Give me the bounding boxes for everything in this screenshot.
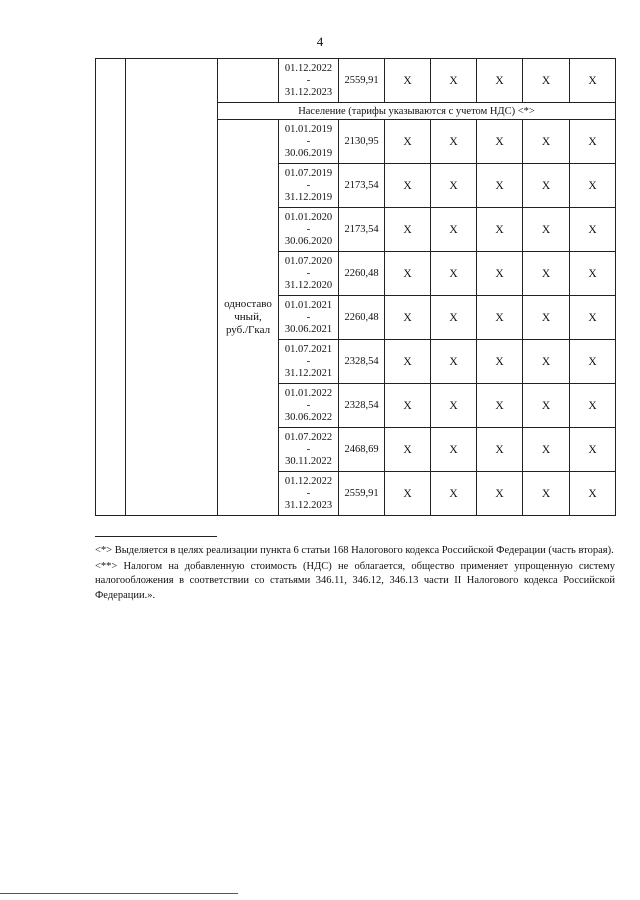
- tariff-value-cell: 2559,91: [339, 472, 385, 516]
- period-end: 30.06.2019: [284, 147, 333, 159]
- tariff-value-cell: 2328,54: [339, 340, 385, 384]
- section-title: Население (тарифы указываются с учетом НДС) <*>: [218, 103, 616, 120]
- x-mark-cell: X: [431, 208, 477, 252]
- x-mark-cell: X: [477, 59, 523, 103]
- tariff-value-cell: 2328,54: [339, 384, 385, 428]
- x-mark-cell: X: [385, 296, 431, 340]
- period-end: 31.12.2021: [284, 367, 333, 379]
- footnote-vat-note: <*> Выделяется в целях реализации пункта 6 статьи 168 Налогового кодекса Российской Федерации (часть вторая).: [95, 545, 614, 556]
- period-start: 01.12.2022: [284, 62, 333, 74]
- period-dash: -: [306, 487, 311, 499]
- period-dash: -: [306, 355, 311, 367]
- x-mark-cell: X: [570, 340, 616, 384]
- x-mark-cell: X: [431, 472, 477, 516]
- period-end: 30.06.2020: [284, 235, 333, 247]
- x-mark-cell: X: [431, 59, 477, 103]
- period-cell: [279, 208, 339, 252]
- tariff-value-cell: 2173,54: [339, 208, 385, 252]
- x-mark-cell: X: [385, 472, 431, 516]
- period-dash: -: [306, 443, 311, 455]
- x-mark-cell: X: [477, 296, 523, 340]
- x-mark-cell: X: [431, 384, 477, 428]
- tariff-value-cell: 2468,69: [339, 428, 385, 472]
- x-mark-cell: X: [385, 340, 431, 384]
- unit-column-cell-top: [218, 59, 279, 103]
- x-mark-cell: X: [570, 208, 616, 252]
- period-cell: [279, 59, 339, 103]
- x-mark-cell: X: [523, 208, 570, 252]
- x-mark-cell: X: [385, 120, 431, 164]
- period-start: 01.07.2022: [284, 431, 333, 443]
- unit-line: чный,: [234, 311, 262, 323]
- period-end: 30.06.2022: [284, 411, 333, 423]
- x-mark-cell: X: [431, 296, 477, 340]
- period-end: 31.12.2020: [284, 279, 333, 291]
- x-mark-cell: X: [477, 472, 523, 516]
- period-end: 30.11.2022: [285, 455, 332, 467]
- x-mark-cell: X: [523, 120, 570, 164]
- tariff-value-cell: 2173,54: [339, 164, 385, 208]
- x-mark-cell: X: [431, 428, 477, 472]
- number-column-cell: [96, 59, 126, 516]
- x-mark-cell: X: [477, 208, 523, 252]
- x-mark-cell: X: [477, 428, 523, 472]
- period-start: 01.07.2020: [284, 255, 333, 267]
- organization-column-cell: [126, 59, 218, 516]
- tariff-table: [95, 58, 616, 516]
- x-mark-cell: X: [570, 120, 616, 164]
- x-mark-cell: X: [385, 384, 431, 428]
- period-cell: [279, 120, 339, 164]
- x-mark-cell: X: [385, 428, 431, 472]
- period-start: 01.01.2020: [284, 211, 333, 223]
- x-mark-cell: X: [570, 164, 616, 208]
- footnote-separator: [95, 536, 217, 537]
- period-start: 01.07.2021: [284, 343, 333, 355]
- x-mark-cell: X: [477, 340, 523, 384]
- x-mark-cell: X: [523, 472, 570, 516]
- period-cell: [279, 340, 339, 384]
- x-mark-cell: X: [523, 340, 570, 384]
- tariff-value-cell: 2260,48: [339, 252, 385, 296]
- period-start: 01.12.2022: [284, 475, 333, 487]
- x-mark-cell: X: [523, 384, 570, 428]
- x-mark-cell: X: [523, 252, 570, 296]
- unit-cell: [218, 120, 279, 516]
- x-mark-cell: X: [570, 296, 616, 340]
- period-cell: [279, 296, 339, 340]
- x-mark-cell: X: [570, 252, 616, 296]
- unit-line: руб./Гкал: [225, 324, 271, 336]
- x-mark-cell: X: [385, 164, 431, 208]
- footnote-no-vat-note: <**> Налогом на добавленную стоимость (НДС) не облагается, общество применяет упрощенную систему налогообложения в соответствии со статьями 346.11, 346.12, 346.13 части II Налогового кодекса Российской Федерации.».: [95, 560, 615, 601]
- unit-line: одноставо: [224, 298, 272, 310]
- page-number: 4: [316, 34, 324, 49]
- x-mark-cell: X: [523, 164, 570, 208]
- x-mark-cell: X: [385, 252, 431, 296]
- x-mark-cell: X: [523, 59, 570, 103]
- footnotes: [95, 544, 615, 604]
- period-dash: -: [306, 267, 311, 279]
- x-mark-cell: X: [570, 59, 616, 103]
- period-start: 01.01.2021: [284, 299, 333, 311]
- x-mark-cell: X: [385, 59, 431, 103]
- x-mark-cell: X: [570, 384, 616, 428]
- period-end: 31.12.2023: [284, 86, 333, 98]
- period-start: 01.01.2022: [284, 387, 333, 399]
- period-cell: [279, 428, 339, 472]
- period-start: 01.01.2019: [284, 123, 333, 135]
- tariff-value-cell: 2260,48: [339, 296, 385, 340]
- bottom-divider: [0, 893, 238, 894]
- x-mark-cell: X: [477, 384, 523, 428]
- period-end: 31.12.2019: [284, 191, 333, 203]
- x-mark-cell: X: [431, 120, 477, 164]
- period-end: 31.12.2023: [284, 499, 333, 511]
- tariff-value-cell: 2130,95: [339, 120, 385, 164]
- tariff-value-cell: 2559,91: [339, 59, 385, 103]
- x-mark-cell: X: [477, 252, 523, 296]
- x-mark-cell: X: [477, 164, 523, 208]
- x-mark-cell: X: [385, 208, 431, 252]
- period-end: 30.06.2021: [284, 323, 333, 335]
- x-mark-cell: X: [570, 428, 616, 472]
- period-dash: -: [306, 399, 311, 411]
- x-mark-cell: X: [523, 428, 570, 472]
- table-row: [96, 59, 616, 103]
- x-mark-cell: X: [570, 472, 616, 516]
- period-cell: [279, 384, 339, 428]
- x-mark-cell: X: [431, 252, 477, 296]
- period-dash: -: [306, 223, 311, 235]
- period-cell: [279, 164, 339, 208]
- x-mark-cell: X: [431, 164, 477, 208]
- period-dash: -: [306, 74, 311, 86]
- period-dash: -: [306, 311, 311, 323]
- x-mark-cell: X: [431, 340, 477, 384]
- period-start: 01.07.2019: [284, 167, 333, 179]
- x-mark-cell: X: [523, 296, 570, 340]
- period-dash: -: [306, 179, 311, 191]
- period-dash: -: [306, 135, 311, 147]
- period-cell: [279, 252, 339, 296]
- x-mark-cell: X: [477, 120, 523, 164]
- period-cell: [279, 472, 339, 516]
